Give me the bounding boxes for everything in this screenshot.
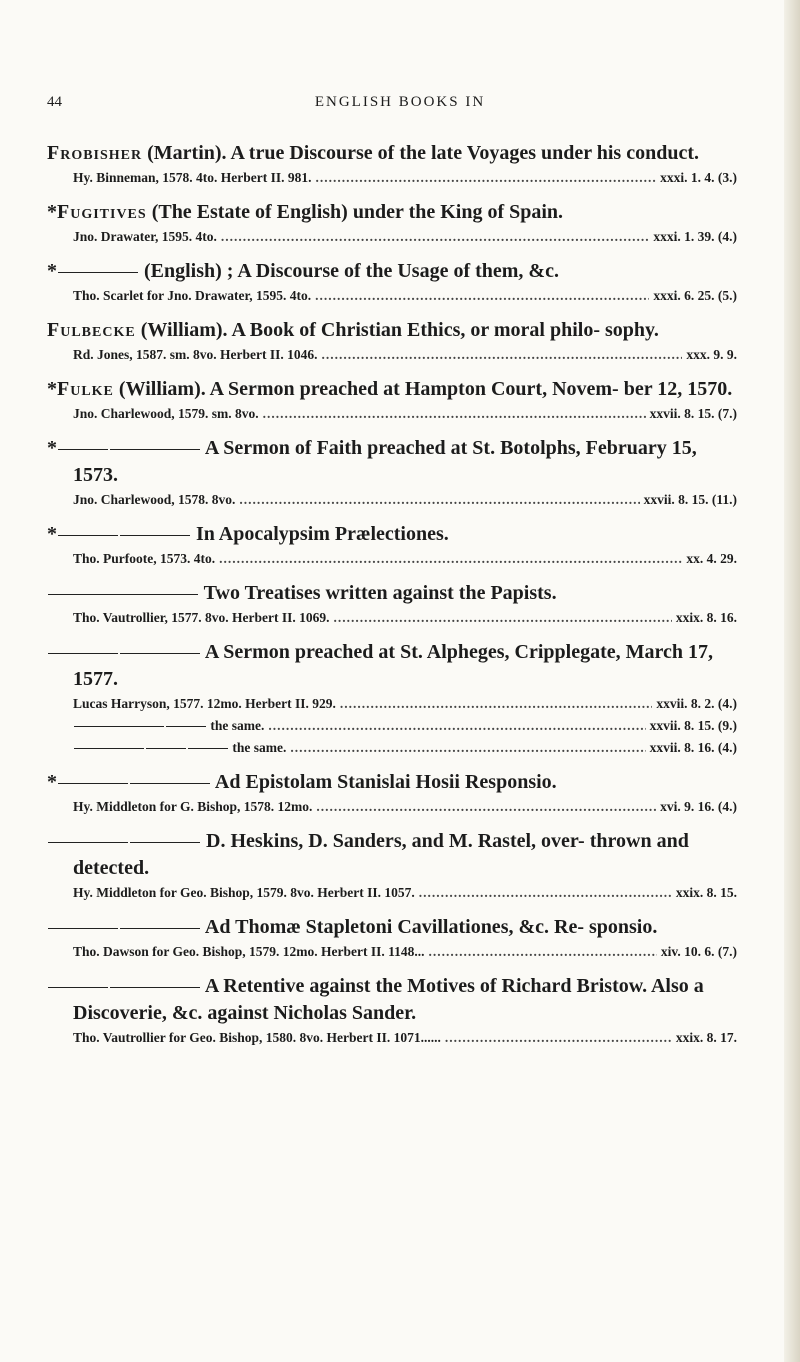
entry-heading bbox=[47, 140, 737, 167]
leader-dots bbox=[340, 693, 653, 715]
leader-dots bbox=[263, 403, 646, 425]
leader-dots bbox=[219, 548, 682, 570]
shelf-reference: xvi. 9. 16. (4.) bbox=[660, 799, 737, 814]
leader-dots bbox=[316, 167, 657, 189]
ditto-rule bbox=[58, 535, 118, 536]
imprint-line bbox=[47, 167, 737, 189]
ditto-rule bbox=[130, 783, 210, 784]
shelf-reference: xx. 4. 29. bbox=[686, 551, 737, 566]
edition-text: the same. bbox=[232, 740, 287, 755]
entry-heading bbox=[47, 828, 737, 882]
leader-dots bbox=[322, 344, 683, 366]
entry-heading bbox=[47, 580, 737, 607]
edition-label bbox=[73, 737, 286, 759]
shelf-reference: xxxi. 1. 4. (3.) bbox=[660, 170, 737, 185]
shelf-reference: xxxi. 1. 39. (4.) bbox=[653, 229, 737, 244]
imprint-line bbox=[47, 1027, 737, 1049]
entry-heading bbox=[47, 435, 737, 489]
work-title: A Sermon of Faith preached at St. Botolphs, February 15, 1573. bbox=[73, 437, 697, 486]
imprint-text: Jno. Charlewood, 1579. sm. 8vo. bbox=[73, 406, 259, 421]
ditto-rule bbox=[74, 726, 164, 727]
edition-line bbox=[47, 737, 737, 759]
leader-dots bbox=[429, 941, 657, 963]
ditto-rule bbox=[58, 272, 138, 273]
work-title: (English) ; A Discourse of the Usage of them, &c. bbox=[144, 260, 559, 282]
imprint-text: Tho. Vautrollier, 1577. 8vo. Herbert II. 1069. bbox=[73, 610, 330, 625]
asterisk-mark: * bbox=[47, 437, 57, 459]
asterisk-mark: * bbox=[47, 771, 57, 793]
ditto-rule bbox=[74, 748, 144, 749]
edition-line bbox=[47, 715, 737, 737]
catalogue-entry bbox=[47, 317, 737, 366]
ditto-rule bbox=[48, 842, 128, 843]
imprint-text: Lucas Harryson, 1577. 12mo. Herbert II. 929. bbox=[73, 696, 336, 711]
ditto-rule bbox=[58, 449, 108, 450]
edition-label bbox=[73, 715, 264, 737]
ditto-rule bbox=[130, 842, 200, 843]
asterisk-mark: * bbox=[47, 523, 57, 545]
imprint-line bbox=[47, 607, 737, 629]
catalogue-entry bbox=[47, 639, 737, 759]
ditto-rule bbox=[166, 726, 206, 727]
asterisk-mark: * bbox=[47, 260, 57, 282]
work-title: Two Treatises written against the Papists. bbox=[203, 582, 557, 604]
work-title: under the King of Spain. bbox=[347, 201, 564, 223]
leader-dots bbox=[334, 607, 672, 629]
shelf-reference: xxvii. 8. 16. (4.) bbox=[649, 740, 737, 755]
catalogue-entry bbox=[47, 376, 737, 425]
shelf-reference: xxix. 8. 16. bbox=[675, 610, 737, 625]
imprint-text: Jno. Charlewood, 1578. 8vo. bbox=[73, 492, 236, 507]
imprint-line bbox=[47, 285, 737, 307]
leader-dots bbox=[268, 715, 645, 737]
entry-heading bbox=[47, 521, 737, 548]
shelf-reference: xiv. 10. 6. (7.) bbox=[660, 944, 737, 959]
ditto-rule bbox=[48, 594, 198, 595]
catalogue-entry bbox=[47, 199, 737, 248]
leader-dots bbox=[445, 1027, 672, 1049]
asterisk-mark: * bbox=[47, 201, 57, 223]
ditto-rule bbox=[120, 653, 200, 654]
catalogue-entry bbox=[47, 828, 737, 904]
imprint-line bbox=[47, 226, 737, 248]
entry-heading bbox=[47, 199, 737, 226]
entry-heading bbox=[47, 317, 737, 344]
imprint-text: Tho. Vautrollier for Geo. Bishop, 1580. 8vo. Herbert II. 1071...... bbox=[73, 1030, 441, 1045]
catalogue-entry bbox=[47, 140, 737, 189]
entry-heading bbox=[47, 914, 737, 941]
catalogue-entry bbox=[47, 258, 737, 307]
ditto-rule bbox=[58, 783, 128, 784]
imprint-text: Tho. Purfoote, 1573. 4to. bbox=[73, 551, 216, 566]
ditto-rule bbox=[146, 748, 186, 749]
work-title: D. Heskins, D. Sanders, and M. Rastel, over- thrown and detected. bbox=[73, 830, 689, 879]
ditto-rule bbox=[48, 653, 118, 654]
work-title: In Apocalypsim Prælectiones. bbox=[196, 523, 449, 545]
shelf-reference: xxvii. 8. 15. (11.) bbox=[643, 492, 737, 507]
imprint-text: Jno. Drawater, 1595. 4to. bbox=[73, 229, 217, 244]
shelf-reference: xxx. 9. 9. bbox=[686, 347, 737, 362]
imprint-line bbox=[47, 941, 737, 963]
author-name: Fugitives bbox=[57, 201, 147, 223]
catalogue-entry bbox=[47, 914, 737, 963]
shelf-reference: xxix. 8. 15. bbox=[675, 885, 737, 900]
author-qualifier: (The Estate of English) bbox=[146, 201, 348, 223]
entry-heading bbox=[47, 973, 737, 1027]
author-name: Frobisher bbox=[47, 142, 143, 164]
ditto-rule bbox=[110, 449, 200, 450]
catalogue-entry bbox=[47, 521, 737, 570]
imprint-line bbox=[47, 548, 737, 570]
shelf-reference: xxix. 8. 17. bbox=[675, 1030, 737, 1045]
ditto-rule bbox=[188, 748, 228, 749]
ditto-rule bbox=[48, 987, 108, 988]
leader-dots bbox=[239, 489, 639, 511]
work-title: A Sermon preached at Hampton Court, Novem- ber 12, 1570. bbox=[205, 378, 733, 400]
author-name: Fulbecke bbox=[47, 319, 136, 341]
edition-text: the same. bbox=[210, 718, 265, 733]
running-title: ENGLISH BOOKS IN bbox=[314, 94, 486, 110]
entry-heading bbox=[47, 769, 737, 796]
leader-dots bbox=[315, 285, 649, 307]
imprint-text: Hy. Binneman, 1578. 4to. Herbert II. 981. bbox=[73, 170, 312, 185]
work-title: A true Discourse of the late Voyages under his conduct. bbox=[226, 142, 699, 164]
work-title: Ad Thomæ Stapletoni Cavillationes, &c. Re- sponsio. bbox=[204, 916, 658, 938]
imprint-text: Rd. Jones, 1587. sm. 8vo. Herbert II. 1046. bbox=[73, 347, 318, 362]
imprint-line bbox=[47, 882, 737, 904]
shelf-reference: xxvii. 8. 15. (7.) bbox=[649, 406, 737, 421]
work-title: A Book of Christian Ethics, or moral philo- sophy. bbox=[227, 319, 659, 341]
page-edge-shadow bbox=[784, 0, 800, 1362]
catalogue-entry bbox=[47, 435, 737, 511]
imprint-line bbox=[47, 489, 737, 511]
imprint-text: Hy. Middleton for Geo. Bishop, 1579. 8vo. Herbert II. 1057. bbox=[73, 885, 415, 900]
work-title: A Retentive against the Motives of Richard Bristow. Also a Discoverie, &c. against Nicholas Sander. bbox=[73, 975, 704, 1024]
author-qualifier: (William). bbox=[113, 378, 206, 400]
author-qualifier: (Martin). bbox=[142, 142, 227, 164]
leader-dots bbox=[316, 796, 656, 818]
shelf-reference: xxxi. 6. 25. (5.) bbox=[653, 288, 737, 303]
imprint-line bbox=[47, 796, 737, 818]
imprint-text: Tho. Scarlet for Jno. Drawater, 1595. 4to. bbox=[73, 288, 312, 303]
imprint-line bbox=[47, 403, 737, 425]
shelf-reference: xxvii. 8. 2. (4.) bbox=[656, 696, 737, 711]
imprint-line bbox=[47, 344, 737, 366]
catalogue-entry bbox=[47, 769, 737, 818]
leader-dots bbox=[221, 226, 650, 248]
page-number: 44 bbox=[47, 94, 62, 110]
entry-heading bbox=[47, 639, 737, 693]
entry-heading bbox=[47, 376, 737, 403]
author-name: Fulke bbox=[57, 378, 114, 400]
imprint-text: Hy. Middleton for G. Bishop, 1578. 12mo. bbox=[73, 799, 313, 814]
running-header bbox=[0, 94, 800, 118]
imprint-text: Tho. Dawson for Geo. Bishop, 1579. 12mo. Herbert II. 1148... bbox=[73, 944, 425, 959]
catalogue-entry bbox=[47, 580, 737, 629]
asterisk-mark: * bbox=[47, 378, 57, 400]
ditto-rule bbox=[110, 987, 200, 988]
catalogue-entry bbox=[47, 973, 737, 1049]
ditto-rule bbox=[120, 535, 190, 536]
work-title: A Sermon preached at St. Alpheges, Cripplegate, March 17, 1577. bbox=[73, 641, 714, 690]
leader-dots bbox=[290, 737, 645, 759]
entry-heading bbox=[47, 258, 737, 285]
author-qualifier: (William). bbox=[135, 319, 228, 341]
shelf-reference: xxvii. 8. 15. (9.) bbox=[649, 718, 737, 733]
work-title: Ad Epistolam Stanislai Hosii Responsio. bbox=[214, 771, 557, 793]
catalogue-entries bbox=[47, 140, 737, 1059]
ditto-rule bbox=[120, 928, 200, 929]
leader-dots bbox=[419, 882, 672, 904]
ditto-rule bbox=[48, 928, 118, 929]
imprint-line bbox=[47, 693, 737, 715]
